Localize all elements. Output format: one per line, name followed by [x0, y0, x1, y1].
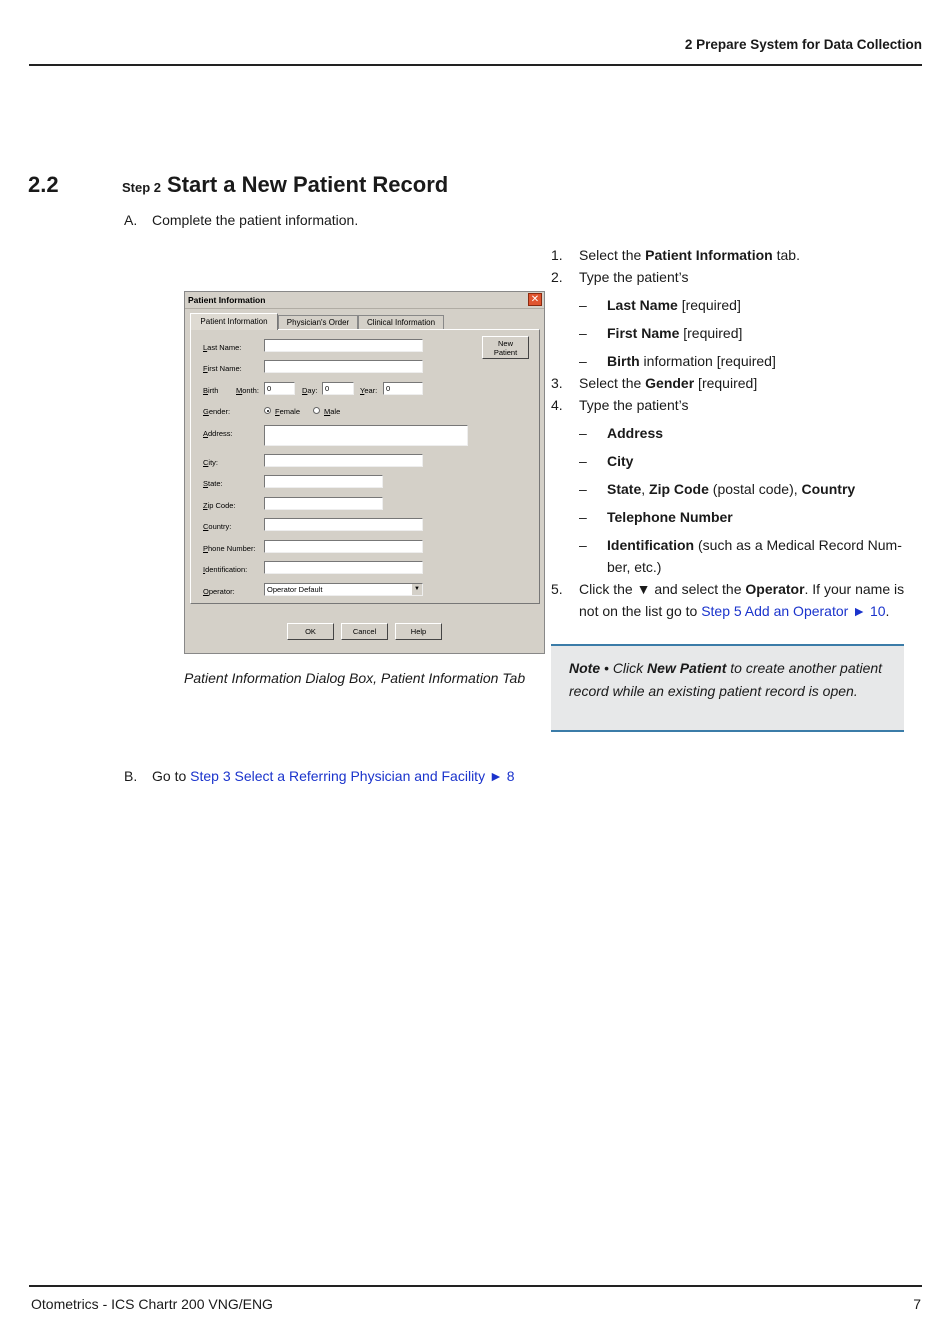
step-2-sub-2 — [579, 316, 906, 344]
male-radio[interactable] — [313, 407, 320, 414]
female-radio[interactable] — [264, 407, 271, 414]
step-3-post: [required] — [694, 375, 758, 391]
step-1 — [551, 244, 906, 266]
male-label: Male — [324, 407, 341, 416]
day-field[interactable]: 0 — [322, 382, 354, 395]
sub-bold: First Name — [607, 325, 680, 341]
step-5-pre: Click the — [579, 581, 637, 597]
sub-bold: Last Name — [607, 297, 678, 313]
city-label: City: — [203, 458, 219, 467]
phone-number-field[interactable] — [264, 540, 423, 553]
new-patient-label-1: New — [497, 339, 513, 348]
step-3 — [551, 372, 906, 394]
step-label: Step 2 — [122, 180, 162, 195]
birth-label: Birth — [203, 386, 219, 395]
steps-list — [551, 244, 906, 622]
step-4-text: Type the patient’s — [579, 397, 689, 413]
cancel-button[interactable]: Cancel — [341, 623, 388, 640]
step-2-sub-3 — [579, 344, 906, 372]
dash: – — [579, 353, 587, 369]
operator-label: Operator: — [203, 587, 235, 596]
dash: – — [579, 537, 587, 553]
identification-label: Identification: — [203, 565, 248, 574]
operator-value: Operator Default — [267, 585, 323, 594]
new-patient-button[interactable] — [482, 336, 529, 359]
dialog-title-bar — [185, 292, 544, 309]
add-operator-link[interactable]: Step 5 Add an Operator ► 10 — [701, 603, 886, 619]
step-1-bold: Patient Information — [645, 247, 773, 263]
operator-select[interactable] — [264, 583, 423, 596]
new-patient-label-2: Patient — [493, 348, 518, 357]
zip-code-label: Zip Code: — [203, 501, 236, 510]
sub-rest: (postal code), — [708, 481, 802, 497]
step-3-pre: Select the — [579, 375, 646, 391]
close-icon[interactable]: ✕ — [528, 293, 542, 306]
first-name-label: First Name: — [203, 364, 242, 373]
gender-label: Gender: — [203, 407, 231, 416]
note-label: Note — [569, 660, 601, 676]
note-pre: Click — [612, 660, 648, 676]
last-name-label: Last Name: — [203, 343, 242, 352]
step-5-bold: Operator — [745, 581, 805, 597]
state-field[interactable] — [264, 475, 383, 488]
note-bullet: • — [600, 660, 613, 676]
step-4-sub-phone — [579, 500, 906, 528]
step-5-end: . — [885, 603, 890, 619]
address-field[interactable] — [264, 425, 468, 446]
sub-bold: Telephone Number — [607, 509, 733, 525]
step-2-number: 2. — [551, 269, 563, 285]
footer-title: Otometrics - ICS Chartr 200 VNG/ENG — [31, 1296, 273, 1312]
step-5-number: 5. — [551, 581, 563, 597]
dialog-title: Patient Information — [188, 295, 266, 305]
item-b-pre: Go to — [152, 768, 191, 784]
dash: – — [579, 481, 587, 497]
help-button[interactable]: Help — [395, 623, 442, 640]
step-5 — [551, 578, 906, 622]
note-post: to create another patient record while an existing patient record is open. — [569, 660, 883, 699]
footer-rule — [29, 1285, 922, 1287]
item-a-text: Complete the patient information. — [152, 212, 359, 228]
page-header: 2 Prepare System for Data Collection — [684, 37, 922, 52]
step-3-bold: Gender — [645, 375, 695, 391]
figure-caption: Patient Information Dialog Box, Patient Information Tab — [184, 670, 526, 686]
month-field[interactable]: 0 — [264, 382, 295, 395]
section-title: Start a New Patient Record — [167, 172, 449, 197]
sub-bold: State — [607, 481, 642, 497]
step-4 — [551, 394, 906, 416]
ok-button[interactable]: OK — [287, 623, 334, 640]
step-1-post: tab. — [772, 247, 800, 263]
sub-rest: (such as a Medical Record Num-ber, etc.) — [607, 537, 902, 575]
step-4-sub-address — [579, 416, 906, 444]
state-label: State: — [203, 479, 223, 488]
year-label: Year: — [360, 386, 378, 395]
phone-number-label: Phone Number: — [203, 544, 256, 553]
country-label: Country: — [203, 522, 232, 531]
page-number: 7 — [913, 1296, 921, 1312]
last-name-field[interactable] — [264, 339, 423, 352]
step-4-sub-state — [579, 472, 906, 500]
year-field[interactable]: 0 — [383, 382, 423, 395]
patient-information-dialog — [184, 291, 545, 654]
dash: – — [579, 297, 587, 313]
triangle-down-icon: ▼ — [636, 581, 651, 597]
country-field[interactable] — [264, 518, 423, 531]
first-name-field[interactable] — [264, 360, 423, 373]
sub-bold: Country — [801, 481, 856, 497]
month-label: Month: — [236, 386, 259, 395]
step-4-number: 4. — [551, 397, 563, 413]
tab-physicians-order[interactable]: Physician's Order — [278, 315, 358, 329]
sub-rest: information [required] — [639, 353, 776, 369]
female-label: Female — [275, 407, 301, 416]
identification-field[interactable] — [264, 561, 423, 574]
sub-bold: Identification — [607, 537, 695, 553]
item-b-label: B. — [124, 768, 138, 784]
section-title-wrap — [122, 172, 448, 198]
zip-code-field[interactable] — [264, 497, 383, 510]
section-number: 2.2 — [28, 172, 59, 197]
sub-bold: City — [607, 453, 634, 469]
step-2-text: Type the patient’s — [579, 269, 689, 285]
sub-bold: Address — [607, 425, 664, 441]
sub-rest: , — [641, 481, 650, 497]
dash: – — [579, 509, 587, 525]
step-5-post: . If your name is not on the list go to — [579, 581, 905, 619]
step-1-number: 1. — [551, 247, 563, 263]
note-box — [551, 644, 904, 732]
dash: – — [579, 425, 587, 441]
note-bold: New Patient — [647, 660, 727, 676]
tab-patient-information[interactable]: Patient Information — [190, 313, 278, 330]
dash: – — [579, 453, 587, 469]
header-rule — [29, 64, 922, 66]
item-a-label: A. — [124, 212, 138, 228]
step-2-sub-1 — [579, 288, 906, 316]
item-b-text — [152, 768, 515, 784]
address-label: Address: — [203, 429, 233, 438]
chevron-down-icon[interactable]: ▼ — [412, 584, 422, 595]
tab-clinical-information[interactable]: Clinical Information — [358, 315, 444, 329]
referring-physician-link[interactable]: Step 3 Select a Referring Physician and Facility ► 8 — [190, 768, 515, 784]
step-4-sub-city — [579, 444, 906, 472]
step-5-mid: and select the — [650, 581, 746, 597]
sub-bold: Zip Code — [649, 481, 709, 497]
sub-rest: [required] — [677, 297, 741, 313]
city-field[interactable] — [264, 454, 423, 467]
sub-rest: [required] — [679, 325, 743, 341]
step-1-pre: Select the — [579, 247, 646, 263]
step-4-sub-ident — [579, 528, 906, 578]
step-3-number: 3. — [551, 375, 563, 391]
step-2 — [551, 266, 906, 288]
day-label: Day: — [302, 386, 318, 395]
dash: – — [579, 325, 587, 341]
sub-bold: Birth — [607, 353, 640, 369]
